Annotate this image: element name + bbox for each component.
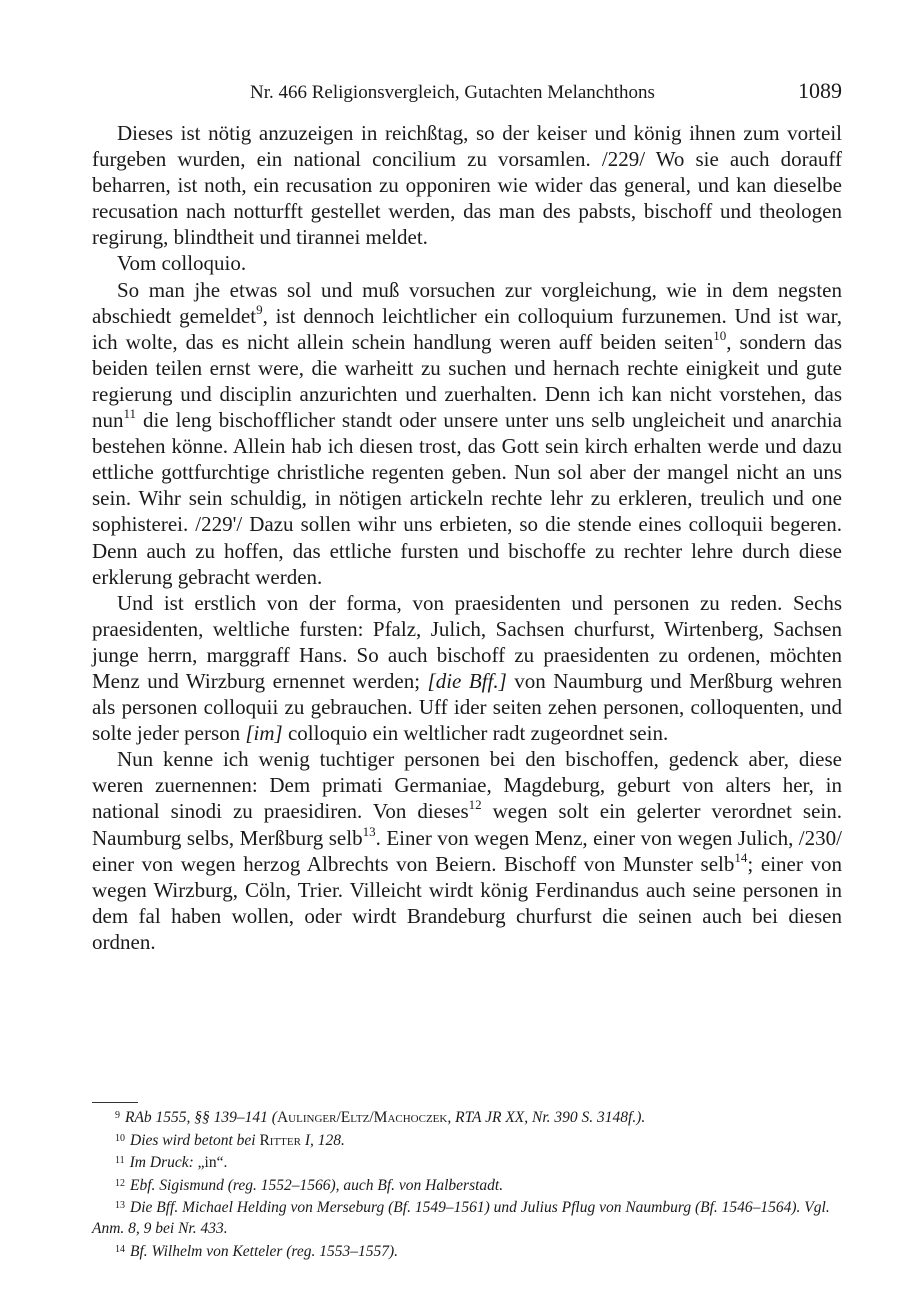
footnote-14: $^{14}$ Bf. Wilhelm von Ketteler (reg. 1553–1557). [115,1242,399,1260]
paragraph-1: Dieses ist nötig anzuzeigen in reichßtag, so der keiser und könig ihnen zum vorteil furgeben wurden, ein national concilium zu vorsamlen. /229/ Wo sie auch dorauff beharren, ist noth, ein recusation zu opponiren wie wider das general, und kan dieselbe recusation nach notturfft gestellet werden, das man des pabsts, bischoff und theologen regirung, blindtheit und tirannei meldet. [92,121,842,250]
paragraph-4: Und ist erstlich von der forma, von praesidenten und personen zu reden. Sechs praesidenten, weltliche fursten: Pfalz, Julich, Sachsen churfurst, Wirtenberg, Sachsen junge herrn, marggraff Hans. So auch bischoff zu praesidenten zu ordenen, möchten Menz und Wirzburg ernennet werden; [die Bff.] von Naumburg und Merßburg wehren als personen colloquii zu gebrauchen. Uff ider seiten zehen personen, colloquenten, und solte jeder person [im] colloquio ein weltlicher radt zugeordnet sein. [92,590,842,746]
footnotes [92,1106,842,1262]
footnote-divider [92,1102,138,1103]
editorial-insertion: [die Bff.] [427,668,507,693]
running-title: Nr. 466 Religionsvergleich, Gutachten Melanchthons [250,82,655,103]
footnote-ref-10[interactable]: 10 [713,327,727,343]
main-text [92,120,842,955]
footnote-ref-11[interactable]: 11 [123,406,137,422]
running-header [92,78,842,108]
footnote-10: $^{10}$ Dies wird betont bei Ritter I, 128. [115,1131,345,1149]
footnote-13: $^{13}$ Die Bff. Michael Helding von Merseburg (Bf. 1549–1561) und Julius Pflug von Naumburg (Bf. 1546–1564). Vgl. Anm. 8, 9 bei Nr. 433. [92,1199,830,1237]
page-number: 1089 [798,78,842,103]
footnote-9: $^9$ RAb 1555, §§ 139–141 (Aulinger/Eltz/Machoczek, RTA JR XX, Nr. 390 S. 3148f.). [115,1109,646,1126]
footnote-ref-12[interactable]: 12 [468,797,482,813]
footnote-ref-14[interactable]: 14 [734,849,748,865]
footnote-ref-13[interactable]: 13 [362,823,376,839]
paragraph-5: Nun kenne ich wenig tuchtiger personen bei den bischoffen, gedenck aber, diese weren zuernennen: Dem primati Germaniae, Magdeburg, geburt von alters her, in national sinodi zu praesidiren. Von dieses$^{12}$ wegen solt ein gelerter verordnet sein. Naumburg selbs, Merßburg selb$^{13}$. Einer von wegen Menz, einer von wegen Julich, /230/ einer von wegen herzog Albrechts von Beiern. Bischoff von Munster selb$^{14}$; einer von wegen Wirzburg, Cöln, Trier. Villeicht wirdt könig Ferdinandus auch seine personen in dem fal haben wollen, oder wirdt Brandeburg churfurst die seinen auch bei diesen ordnen. [92,747,842,954]
footnote-11: $^{11}$ Im Druck: „in“. [115,1154,228,1172]
section-heading-colloquio: Vom colloquio. [117,251,247,276]
editorial-insertion: [im] [245,721,283,746]
footnote-ref-9[interactable]: 9 [256,301,263,317]
footnote-12: $^{12}$ Ebf. Sigismund (reg. 1552–1566), auch Bf. von Halberstadt. [115,1176,504,1194]
paragraph-3: So man jhe etwas sol und muß vorsuchen zur vorgleichung, wie in dem negsten abschiedt gemeldet$^9$, ist dennoch leichtlicher ein colloquium furzunemen. Und ist war, ich wolte, das es nicht allein schein handlung weren auff beiden seiten$^{10}$, sondern das beiden teilen ernst were, die warheitt zu suchen und hernach rechte einigkeit und gute regierung und disciplin anzurichten und zuerhalten. Denn ich kan nicht vorstehen, das nun$^{11}$ die leng bischofflicher standt oder unsere unter uns selb ungleicheit und anarchia bestehen könne. Allein hab ich diesen trost, das Gott sein kirch erhalten werde und dazu ettliche gottfurchtige christliche regenten geben. Nun sol aber der mangel nicht an uns sein. Wihr sein schuldig, in nötigen artickeln rechte lehr zu erkleren, treulich und one sophisterei. /229'/ Dazu sollen wihr uns erbieten, so die stende eines colloquii begeren. Denn auch zu hoffen, das ettliche fursten und bischoffe zu rechter lehre durch diese erklerung gebracht werden. [92,277,842,589]
